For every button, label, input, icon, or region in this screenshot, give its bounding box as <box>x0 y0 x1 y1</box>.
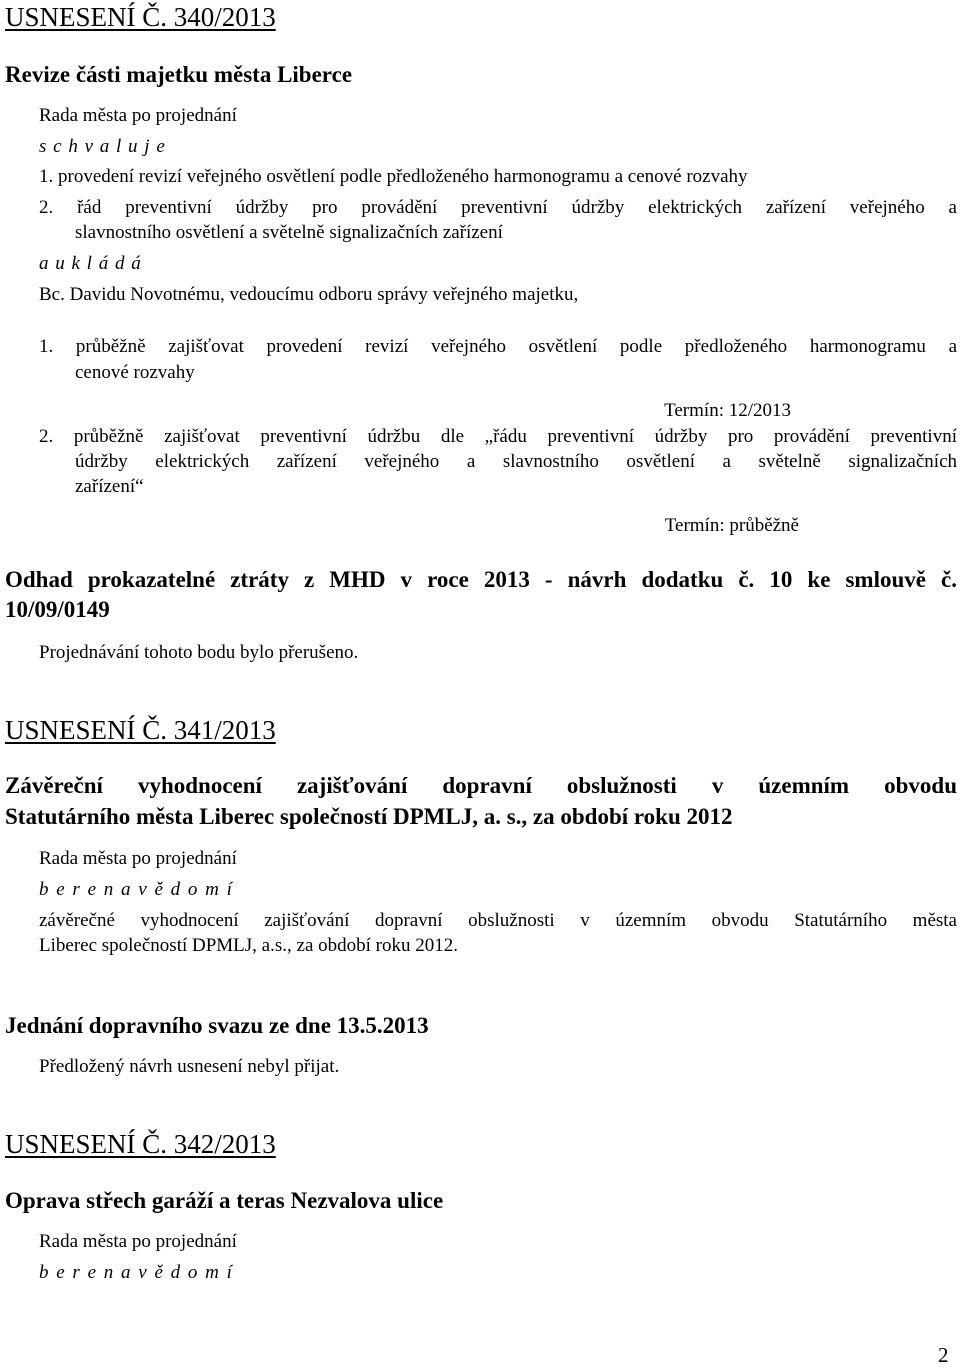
page-number: 2 <box>938 1343 949 1367</box>
transport-union-title: Jednání dopravního svazu ze dne 13.5.2013 <box>5 1013 429 1038</box>
resolution-341-title-line-2: Statutárního města Liberec společností DPMLJ, a. s., za období roku 2012 <box>5 804 733 829</box>
resolution-340-verb-approves: s c h v a l u j e <box>39 136 166 157</box>
resolution-340-item-2-line-1: 2. řád preventivní údržby pro provádění preventivní údržby elektrických zařízení veřejného a <box>39 197 957 218</box>
resolution-340-task-2-line-1: 2. průběžně zajišťovat preventivní údržbu dle „řádu preventivní údržby pro provádění preventivní <box>39 426 957 447</box>
resolution-341-heading: USNESENÍ Č. 341/2013 <box>5 715 276 745</box>
resolution-340-intro: Rada města po projednání <box>39 105 237 126</box>
resolution-340-item-1: 1. provedení revizí veřejného osvětlení podle předloženého harmonogramu a cenové rozvahy <box>39 166 748 187</box>
resolution-341-intro: Rada města po projednání <box>39 848 237 869</box>
resolution-342-heading: USNESENÍ Č. 342/2013 <box>5 1129 276 1159</box>
resolution-341-body-line-1: závěrečné vyhodnocení zajišťování dopravní obslužnosti v územním obvodu Statutárního města <box>39 910 957 931</box>
resolution-342-title: Oprava střech garáží a teras Nezvalova ulice <box>5 1188 444 1213</box>
resolution-341-title-line-1: Závěreční vyhodnocení zajišťování dopravní obslužnosti v územním obvodu <box>5 773 957 798</box>
resolution-342-intro: Rada města po projednání <box>39 1231 237 1252</box>
mhd-note: Projednávání tohoto bodu bylo přerušeno. <box>39 642 359 663</box>
mhd-title-line-1: Odhad prokazatelné ztráty z MHD v roce 2013 - návrh dodatku č. 10 ke smlouvě č. <box>5 567 957 592</box>
resolution-341-verb: b e r e n a v ě d o m í <box>39 879 234 900</box>
resolution-340-task-2-line-2: údržby elektrických zařízení veřejného a slavnostního osvětlení a světelně signalizačních <box>75 451 957 472</box>
resolution-340-task-2-line-3: zařízení“ <box>75 476 144 497</box>
resolution-340-verb-assigns: a u k l á d á <box>39 253 142 274</box>
transport-union-note: Předložený návrh usnesení nebyl přijat. <box>39 1056 340 1077</box>
resolution-340-heading: USNESENÍ Č. 340/2013 <box>5 2 276 32</box>
resolution-340-assignee: Bc. Davidu Novotnému, vedoucímu odboru správy veřejného majetku, <box>39 284 579 305</box>
resolution-340-task-1-line-1: 1. průběžně zajišťovat provedení revizí veřejného osvětlení podle předloženého harmonogramu a <box>39 336 957 357</box>
resolution-341-body-line-2: Liberec společností DPMLJ, a.s., za období roku 2012. <box>39 935 458 956</box>
resolution-340-item-2-line-2: slavnostního osvětlení a světelně signalizačních zařízení <box>75 222 503 243</box>
resolution-340-term-2: Termín: průběžně <box>664 515 799 536</box>
resolution-340-term-1: Termín: 12/2013 <box>664 400 791 421</box>
resolution-340-title: Revize části majetku města Liberce <box>5 62 353 87</box>
resolution-342-verb: b e r e n a v ě d o m í <box>39 1262 234 1283</box>
resolution-340-task-1-line-2: cenové rozvahy <box>75 362 195 383</box>
mhd-title-line-2: 10/09/0149 <box>5 597 110 622</box>
